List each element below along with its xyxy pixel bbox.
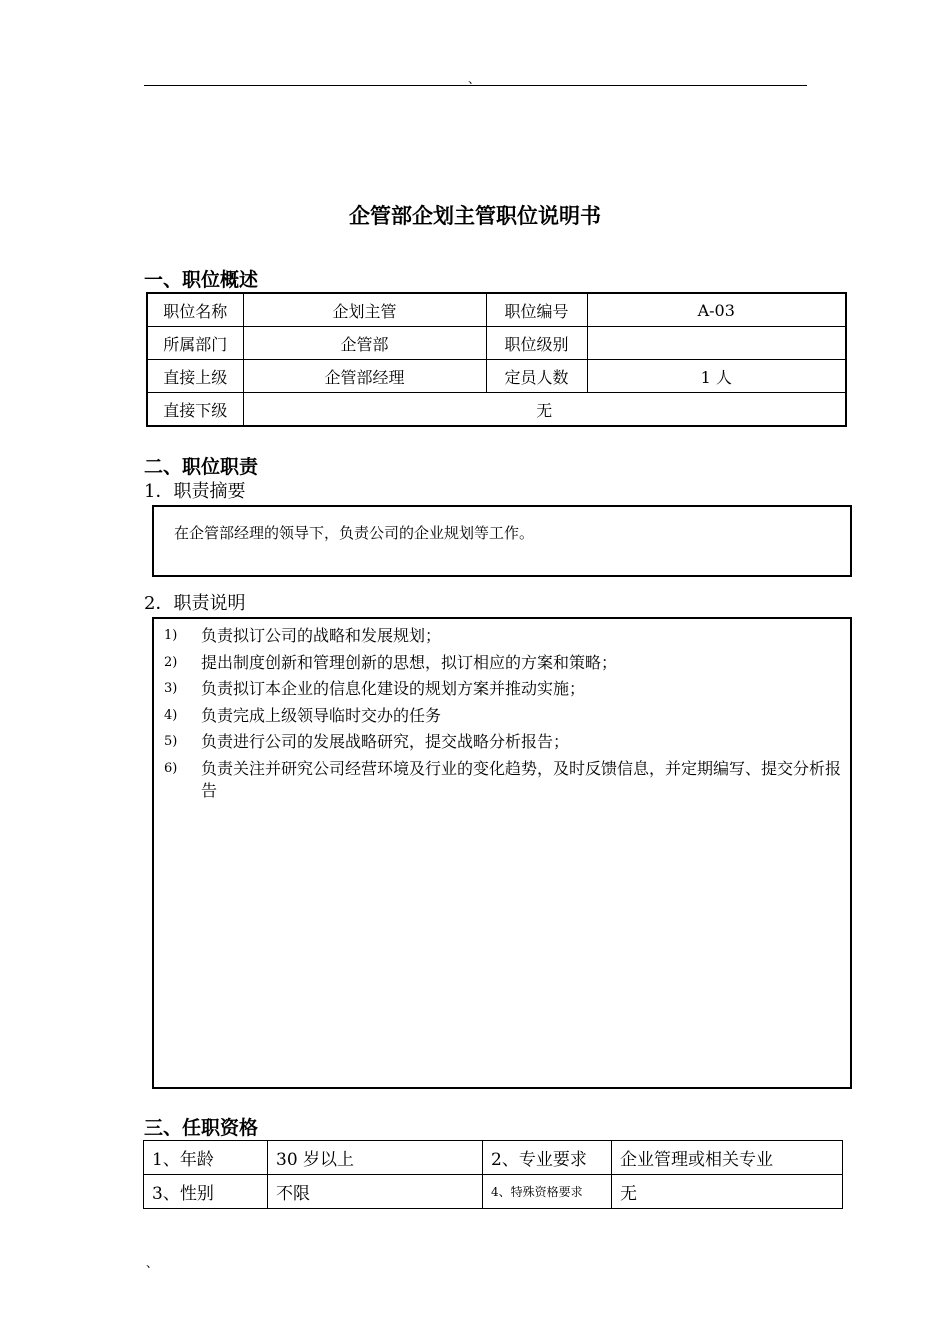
table-row	[147, 327, 846, 360]
list-item	[162, 625, 842, 647]
list-item-text: 负责完成上级领导临时交办的任务	[201, 705, 442, 725]
summary-box	[152, 505, 852, 577]
value-position-code: A-03	[587, 293, 846, 327]
section-1-heading: 一、职位概述	[144, 269, 259, 291]
value-direct-subordinate: 无	[243, 393, 846, 427]
list-item-number: 5)	[164, 734, 178, 749]
value-position-name: 企划主管	[243, 293, 486, 327]
summary-text: 在企管部经理的领导下，负责公司的企业规划等工作。	[174, 524, 535, 542]
value-headcount: 1 人	[587, 360, 846, 393]
label-special-qualification: 4、特殊资格要求	[483, 1175, 612, 1209]
duties-heading: 2．职责说明	[144, 593, 246, 614]
label-position-level: 职位级别	[486, 327, 587, 360]
qualifications-table	[143, 1140, 843, 1209]
value-gender: 不限	[268, 1175, 483, 1209]
label-headcount: 定员人数	[486, 360, 587, 393]
list-item	[162, 731, 842, 753]
list-item-text: 负责关注并研究公司经营环境及行业的变化趋势，及时反馈信息，并定期编写、提交分析报告	[201, 758, 842, 800]
label-direct-subordinate: 直接下级	[147, 393, 243, 427]
document-title: 企管部企划主管职位说明书	[349, 204, 601, 228]
label-major: 2、专业要求	[483, 1141, 612, 1175]
summary-heading: 1．职责摘要	[144, 481, 246, 502]
table-row	[147, 360, 846, 393]
value-major: 企业管理或相关专业	[612, 1141, 843, 1175]
duties-box	[152, 617, 852, 1089]
list-item	[162, 705, 842, 727]
position-overview-table	[146, 292, 847, 427]
label-department: 所属部门	[147, 327, 243, 360]
table-row	[144, 1175, 843, 1209]
list-item	[162, 652, 842, 674]
value-position-level	[587, 327, 846, 360]
table-row	[144, 1141, 843, 1175]
list-item-number: 3)	[164, 681, 178, 696]
header-rule	[144, 85, 807, 86]
table-row	[147, 393, 846, 427]
list-item-number: 1)	[164, 628, 178, 643]
list-item-number: 6)	[164, 760, 178, 776]
header-mark: 、	[468, 72, 481, 86]
value-age: 30 岁以上	[268, 1141, 483, 1175]
label-position-name: 职位名称	[147, 293, 243, 327]
value-direct-superior: 企管部经理	[243, 360, 486, 393]
list-item-text: 负责进行公司的发展战略研究，提交战略分析报告；	[201, 732, 570, 751]
footer-mark: 、	[146, 1256, 159, 1270]
list-item-text: 提出制度创新和管理创新的思想，拟订相应的方案和策略；	[201, 652, 618, 672]
section-2-heading: 二、职位职责	[144, 456, 259, 478]
list-item-text: 负责拟订公司的战略和发展规划；	[201, 626, 442, 645]
list-item	[162, 678, 842, 700]
list-item-number: 2)	[164, 654, 178, 670]
label-age: 1、年龄	[144, 1141, 268, 1175]
list-item	[162, 758, 842, 802]
label-gender: 3、性别	[144, 1175, 268, 1209]
section-3-heading: 三、任职资格	[144, 1117, 259, 1139]
table-row	[147, 293, 846, 327]
label-position-code: 职位编号	[486, 293, 587, 327]
value-department: 企管部	[243, 327, 486, 360]
list-item-number: 4)	[164, 707, 178, 723]
label-direct-superior: 直接上级	[147, 360, 243, 393]
list-item-text: 负责拟订本企业的信息化建设的规划方案并推动实施；	[201, 679, 586, 698]
value-special-qualification: 无	[612, 1175, 843, 1209]
